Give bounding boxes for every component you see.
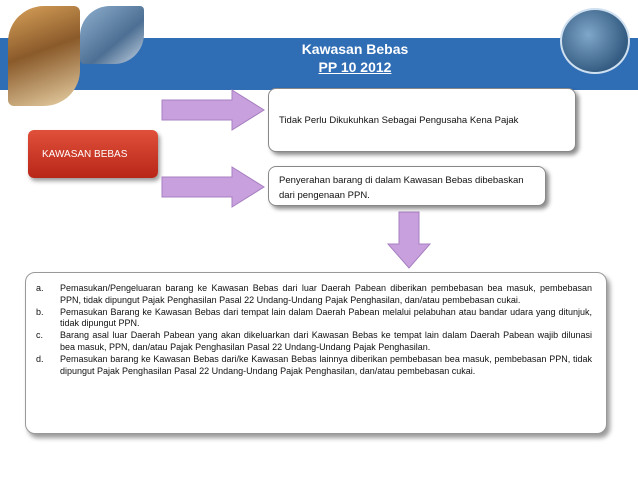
list-item-text: Barang asal luar Daerah Pabean yang akan dikeluarkan dari Kawasan Bebas ke tempat lain dalam Daerah Pabean wajib dilunasi bea masuk, PPN, dan/atau Pajak Penghasilan Pasal 22 Undang-Undang Pajak Penghasilan. — [60, 330, 592, 352]
list-item-letter: b. — [36, 306, 44, 317]
result-box-ppn-text: Penyerahan barang di dalam Kawasan Bebas dibebaskan dari pengenaan PPN. — [279, 175, 524, 201]
list-item-text: Pemasukan Barang ke Kawasan Bebas dari tempat lain dalam Daerah Pabean melalui pelabuhan atau bandar udara yang ditunjuk, tidak dipungut PPN. — [60, 306, 592, 329]
result-box-ppn — [268, 166, 546, 206]
result-box-pkp-text: Tidak Perlu Dikukuhkan Sebagai Pengusaha Kena Pajak — [279, 114, 519, 126]
arrow-right-icon — [160, 165, 268, 209]
list-item-text: Pemasukan barang ke Kawasan Bebas dari/ke Kawasan Bebas lainnya diberikan pembebasan bea masuk, pembebasan PPN, tidak dipungut Pajak Penghasilan Pasal 22 Undang-Undang Pajak Penghasilan, dan/atau pembebasan cukai. — [60, 353, 592, 376]
list-item — [36, 283, 592, 307]
list-item — [36, 330, 592, 354]
list-item — [36, 354, 592, 378]
list-item — [36, 307, 592, 331]
source-box: KAWASAN BEBAS — [28, 130, 158, 178]
list-item-letter: c. — [36, 330, 44, 341]
person-at-computer-photo — [560, 8, 630, 74]
list-item-letter: a. — [36, 283, 44, 293]
slide-subtitle: PP 10 2012 — [318, 59, 392, 75]
details-box — [25, 272, 607, 434]
arrow-down-icon — [386, 210, 432, 270]
result-box-pkp — [268, 88, 576, 152]
business-people-photo — [8, 6, 80, 106]
arrow-right-icon — [160, 88, 268, 132]
slide-title: Kawasan Bebas — [301, 41, 409, 57]
list-item-letter: d. — [36, 353, 44, 364]
list-item-text: Pemasukan/Pengeluaran barang ke Kawasan Bebas dari luar Daerah Pabean diberikan pembebasan bea masuk, pembebasan PPN, tidak dipungut Pajak Penghasilan Pasal 22 Undang-Undang Pajak Penghasilan, dan/atau pembebasan cukai. — [60, 283, 592, 305]
businessman-photo — [80, 6, 144, 64]
